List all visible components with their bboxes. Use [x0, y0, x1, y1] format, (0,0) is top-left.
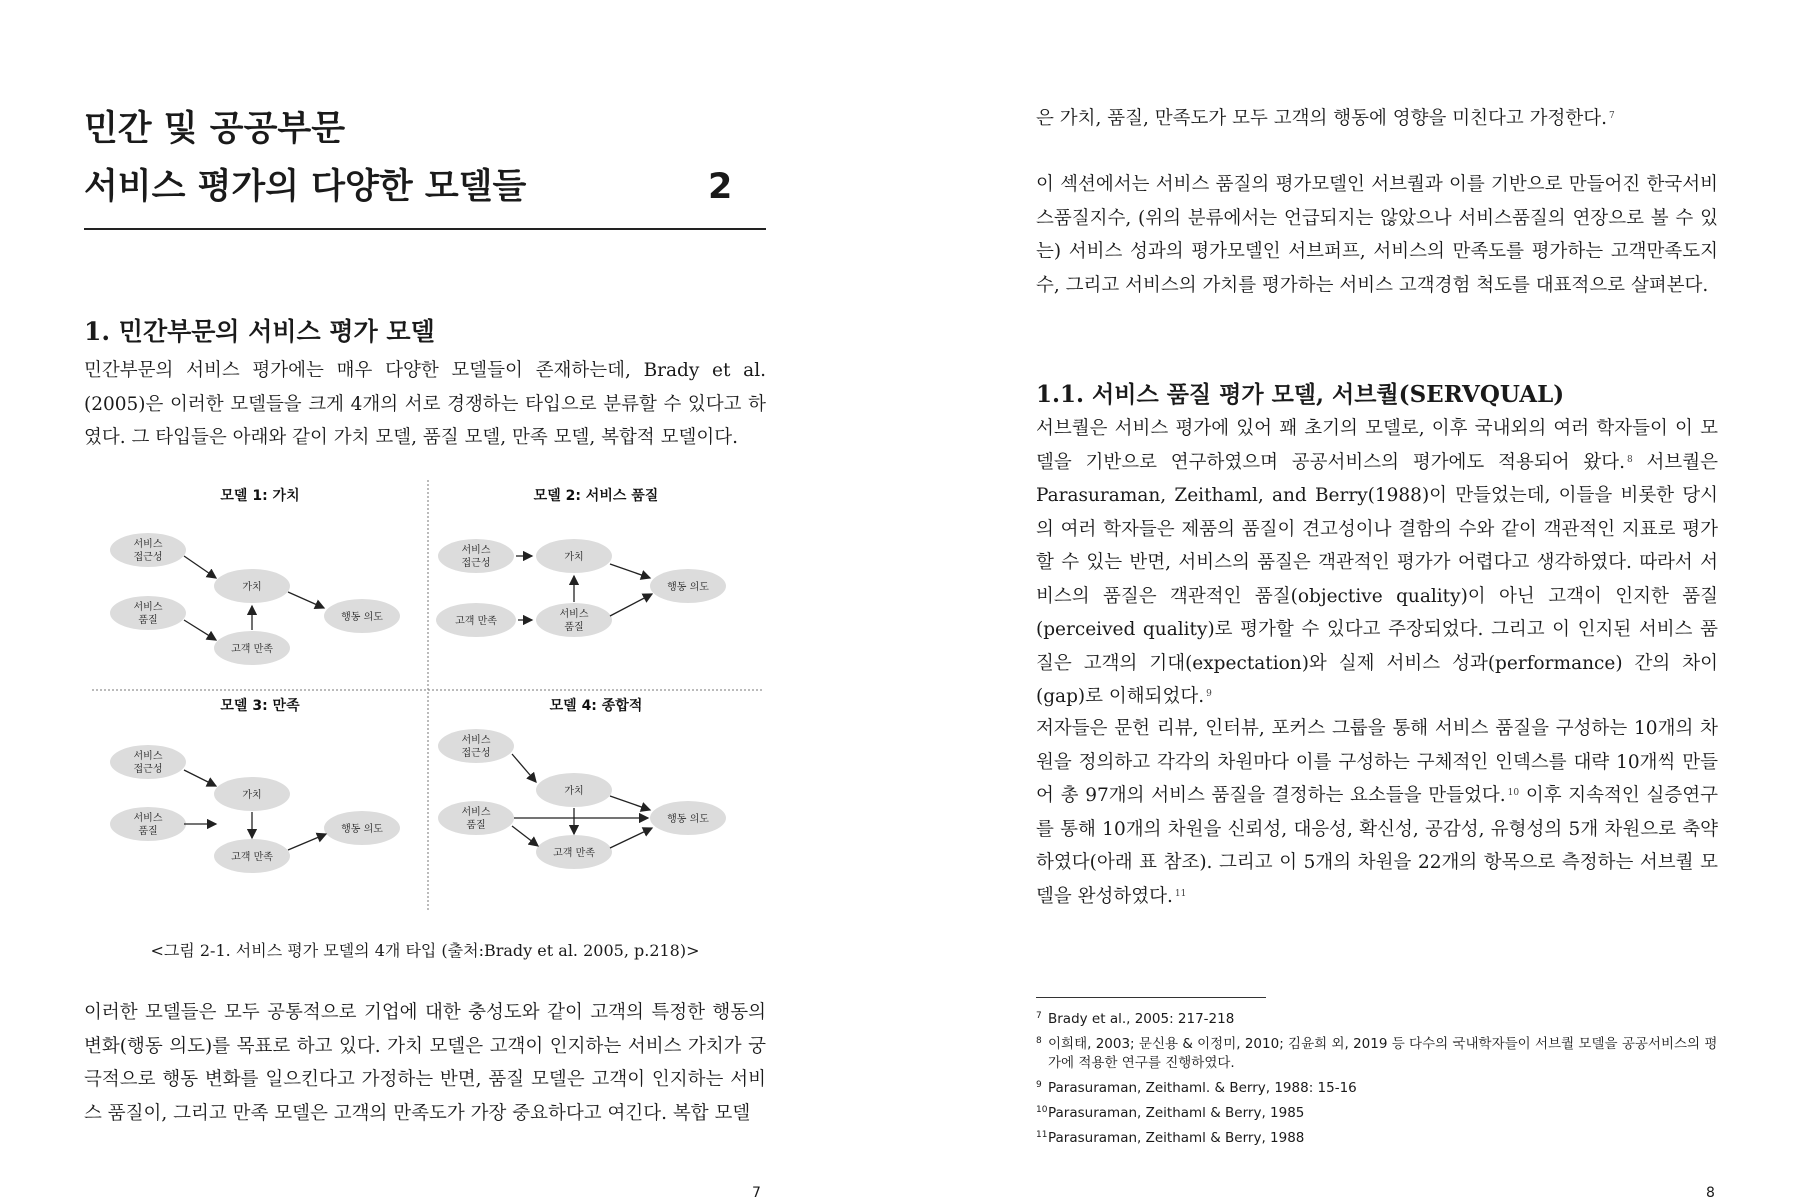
- chapter-title-line1: 민간 및 공공부문: [84, 109, 346, 149]
- m2-intention: 행동 의도: [667, 582, 709, 593]
- footnote-divider: [1036, 997, 1266, 998]
- m2-access-l1: 서비스: [461, 545, 491, 556]
- m3-quality-l2: 품질: [138, 826, 158, 837]
- chapter-title-line2: 서비스 평가의 다양한 모델들: [84, 167, 527, 207]
- footnote-number: 8: [1036, 1036, 1042, 1046]
- footnote-ref-7[interactable]: 7: [1608, 111, 1615, 121]
- m4-satisfaction: 고객 만족: [553, 848, 595, 859]
- m3-access-l1: 서비스: [133, 751, 163, 762]
- m4-intention: 행동 의도: [667, 814, 709, 825]
- m4-value: 가치: [564, 786, 584, 797]
- model-diagram: [92, 480, 764, 912]
- continuation-text: 은 가치, 품질, 만족도가 모두 고객의 행동에 영향을 미친다고 가정한다.: [1036, 108, 1607, 129]
- m3-intention: 행동 의도: [341, 824, 383, 835]
- m1-value: 가치: [242, 582, 262, 593]
- m2-satisfaction: 고객 만족: [455, 616, 497, 627]
- servqual-text-b: 서브퀄은 Parasuraman, Zeithaml, and Berry(1988)이 만들었는데, 이들을 비롯한 당시의 여러 학자들은 제품의 품질이 견고성이나 결함의 수와 같이 객관적인 지표로 평가할 수 있는 반면, 서비스의 품질은 객관적인 평가가 어렵다고 생각하였다. 따라서 서비스의 품질은 객관적인 품질(objective quality)이 아닌 고객이 인지한 품질(perceived quality)로 평가할 수 있다고 주장되었다. 그리고 이 인지된 서비스 품질은 고객의 기대(expectation)와 실제 서비스 성과(performance) 간의 차이(gap)로 이해되었다.: [1036, 451, 1718, 707]
- m2-quality-l2: 품질: [564, 622, 584, 633]
- footnote-ref-8[interactable]: 8: [1626, 454, 1633, 465]
- model1-title: 모델 1: 가치: [220, 488, 300, 504]
- paragraph-servqual-origin: [1036, 412, 1718, 714]
- servqual-text-a: 서브퀄은 서비스 평가에 있어 꽤 초기의 모델로, 이후 국내외의 여러 학자들이 이 모델을 기반으로 연구하였으며 공공서비스의 평가에도 적용되어 왔다.: [1036, 418, 1718, 473]
- m4-access-l1: 서비스: [461, 735, 491, 746]
- model4-title: 모델 4: 종합적: [549, 698, 643, 714]
- paragraph-continuation: [1036, 102, 1718, 136]
- page-number-left: 7: [752, 1185, 761, 1198]
- m4-quality-l2: 품질: [466, 820, 486, 831]
- model3-title: 모델 3: 만족: [220, 698, 300, 714]
- section-title-servqual: 1.1. 서비스 품질 평가 모델, 서브퀄(SERVQUAL): [1036, 381, 1565, 408]
- footnote-ref-9[interactable]: 9: [1206, 689, 1212, 699]
- dimensions-text-b: 이후 지속적인 실증연구를 통해 10개의 차원을 신뢰성, 대응성, 확신성, 공감성, 유형성의 5개 차원으로 축약하였다(아래 표 참조). 그리고 이 5개의 차원을 22개의 항목으로 측정하는 서브퀄 모델을 완성하였다.: [1036, 785, 1718, 907]
- footnotes: [1036, 1010, 1726, 1154]
- footnote-10: [1036, 1104, 1726, 1123]
- footnote-text: Parasuraman, Zeithaml & Berry, 1985: [1048, 1105, 1305, 1121]
- model2-diagram: [436, 539, 726, 637]
- m1-satisfaction: 고객 만족: [231, 644, 273, 655]
- footnote-7: [1036, 1010, 1726, 1029]
- figure-caption: <그림 2-1. 서비스 평가 모델의 4개 타입 (출처:Brady et al. 2005, p.218)>: [150, 941, 700, 960]
- m2-access-l2: 접근성: [461, 558, 491, 569]
- paragraph-models-summary: 이러한 모델들은 모두 공통적으로 기업에 대한 충성도와 같이 고객의 특정한 행동의 변화(행동 의도)를 목표로 하고 있다. 가치 모델은 고객이 인지하는 서비스 가치가 궁극적으로 행동 변화를 일으킨다고 가정하는 반면, 품질 모델은 고객이 인지하는 서비스 품질이, 그리고 만족 모델은 고객의 만족도가 가장 중요하다고 여긴다. 복합 모델: [84, 1002, 766, 1124]
- m3-quality-l1: 서비스: [133, 813, 163, 824]
- paragraph-intro: 민간부문의 서비스 평가에는 매우 다양한 모델들이 존재하는데, Brady et al. (2005)은 이러한 모델들을 크게 4개의 서로 경쟁하는 타입으로 분류할 수 있다고 하였다. 그 타입들은 아래와 같이 가치 모델, 품질 모델, 만족 모델, 복합적 모델이다.: [84, 360, 766, 448]
- model3-diagram: [110, 745, 400, 873]
- m3-satisfaction: 고객 만족: [231, 852, 273, 863]
- chapter-number: 2: [708, 167, 733, 207]
- footnote-number: 11: [1036, 1130, 1048, 1140]
- paragraph-section-overview: 이 섹션에서는 서비스 품질의 평가모델인 서브퀄과 이를 기반으로 만들어진 한국서비스품질지수, (위의 분류에서는 언급되지는 않았으나 서비스품질의 연장으로 볼 수 있는) 서비스 성과의 평가모델인 서브퍼프, 서비스의 만족도를 평가하는 고객만족도지수, 그리고 서비스의 가치를 평가하는 서비스 고객경험 척도를 대표적으로 살펴본다.: [1036, 174, 1718, 296]
- footnote-text: Parasuraman, Zeithaml & Berry, 1988: [1048, 1130, 1305, 1146]
- m1-quality-l1: 서비스: [133, 602, 163, 613]
- footnote-ref-10[interactable]: 10: [1507, 788, 1520, 798]
- footnote-number: 10: [1036, 1105, 1048, 1115]
- footnote-11: [1036, 1129, 1726, 1148]
- section-title-private: 1. 민간부문의 서비스 평가 모델: [84, 317, 435, 346]
- model1-diagram: [110, 533, 400, 665]
- m2-value: 가치: [564, 552, 584, 563]
- footnote-text: Brady et al., 2005: 217-218: [1048, 1011, 1235, 1027]
- dimensions-text-a: 저자들은 문헌 리뷰, 인터뷰, 포커스 그룹을 통해 서비스 품질을 구성하는 10개의 차원을 정의하고 각각의 차원마다 이를 구성하는 구체적인 인덱스를 대략 10개씩 만들어 총 97개의 서비스 품질을 결정하는 요소들을 만들었다.: [1036, 718, 1718, 806]
- footnote-ref-11[interactable]: 11: [1174, 888, 1187, 899]
- m3-value: 가치: [242, 790, 262, 801]
- m4-quality-l1: 서비스: [461, 807, 491, 818]
- paragraph-servqual-dimensions: [1036, 712, 1718, 913]
- model4-diagram: [438, 729, 726, 869]
- footnote-9: [1036, 1079, 1726, 1098]
- footnote-number: 7: [1036, 1011, 1042, 1021]
- service-model-figure: [92, 480, 764, 912]
- footnote-text: 이희태, 2003; 문신용 & 이정미, 2010; 김윤희 외, 2019 등 다수의 국내학자들이 서브퀄 모델을 공공서비스의 평가에 적용한 연구를 진행하였다.: [1048, 1036, 1718, 1071]
- m3-access-l2: 접근성: [133, 764, 163, 775]
- m1-intention: 행동 의도: [341, 612, 383, 623]
- footnote-8: [1036, 1035, 1726, 1073]
- m4-access-l2: 접근성: [461, 748, 491, 759]
- m1-quality-l2: 품질: [138, 615, 158, 626]
- footnote-text: Parasuraman, Zeithaml. & Berry, 1988: 15-16: [1048, 1080, 1357, 1096]
- model2-title: 모델 2: 서비스 품질: [533, 488, 659, 504]
- m1-access-l2: 접근성: [133, 552, 163, 563]
- page-number-right: 8: [1706, 1185, 1715, 1198]
- m1-access-l1: 서비스: [133, 539, 163, 550]
- chapter-divider: [84, 228, 766, 230]
- footnote-number: 9: [1036, 1080, 1042, 1090]
- m2-quality-l1: 서비스: [559, 609, 589, 620]
